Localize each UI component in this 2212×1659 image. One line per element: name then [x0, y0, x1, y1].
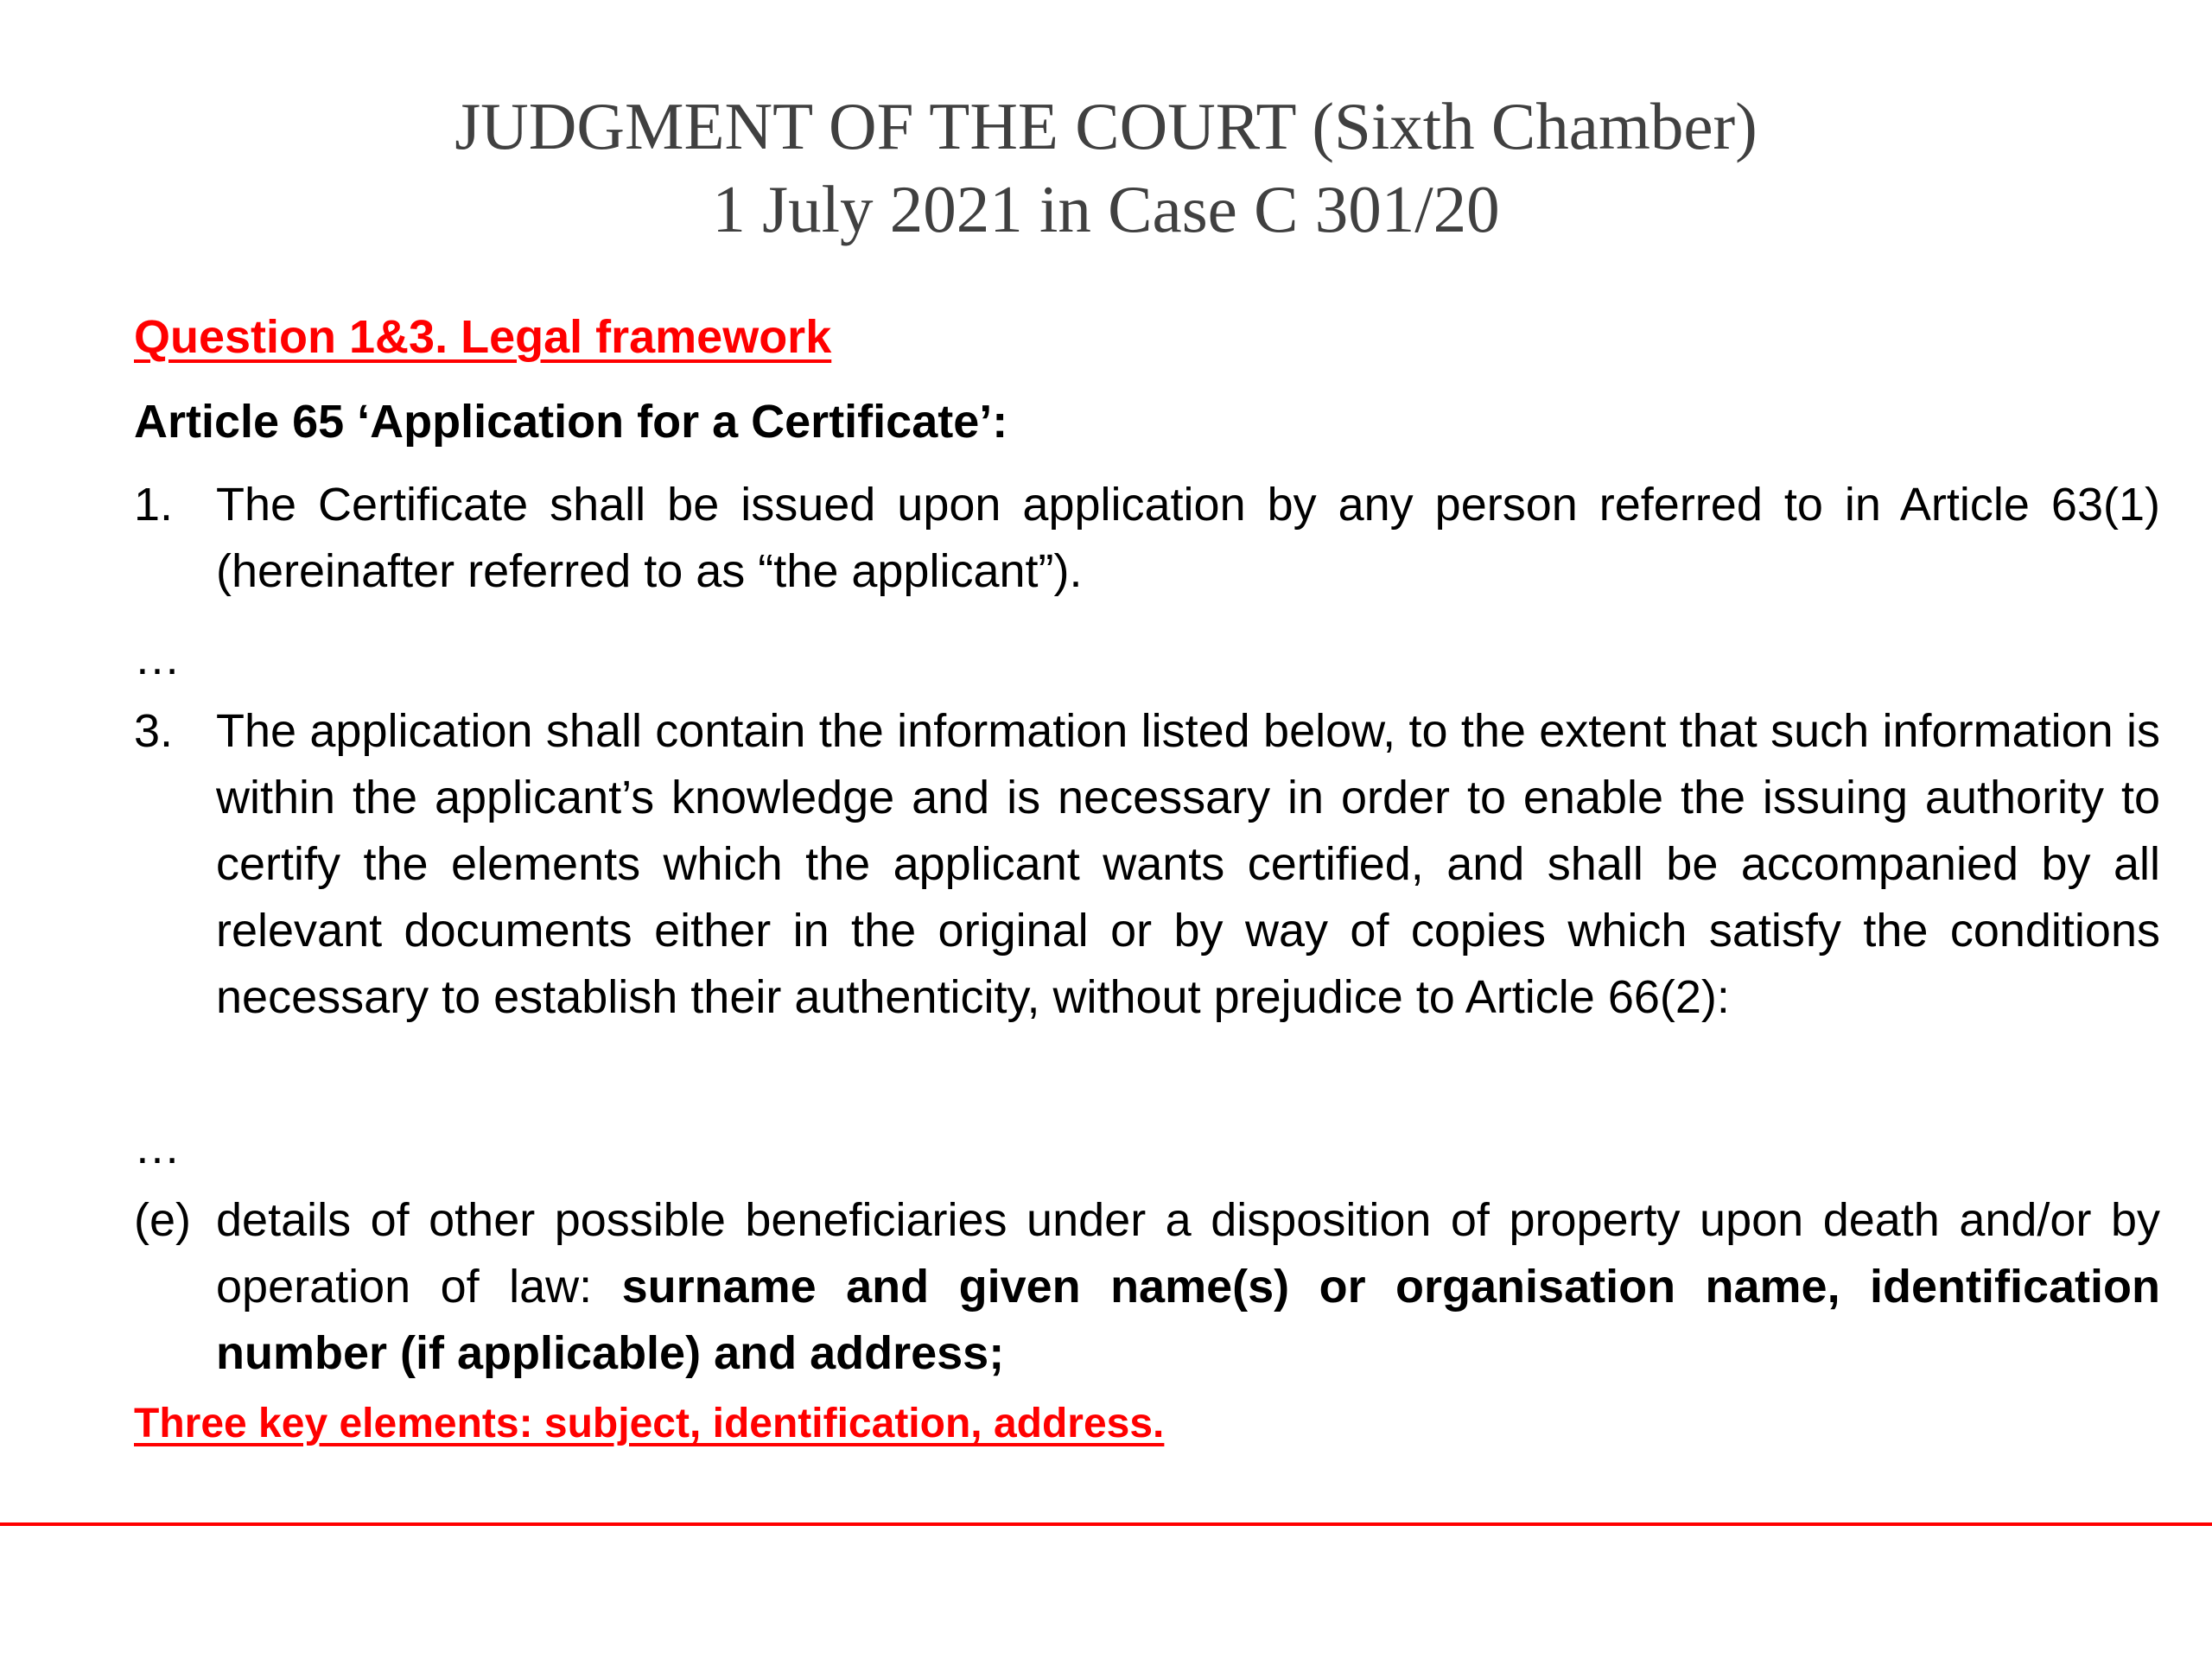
item-number: (e) [134, 1194, 191, 1246]
paragraph-item-1 [134, 472, 2160, 605]
section-heading: Question 1&3. Legal framework [134, 311, 832, 363]
paragraph-item-e [134, 1187, 2160, 1387]
key-elements-note: Three key elements: subject, identification, address. [134, 1401, 1165, 1446]
item-text-bold: surname and given name(s) or organisation name, identification number (if applicable) and address; [216, 1261, 2161, 1379]
item-text: The Certificate shall be issued upon application by any person referred to in Article 63(1) (hereinafter referred to as “the applicant”). [216, 479, 2160, 597]
article-heading: Article 65 ‘Application for a Certificate’: [134, 396, 1008, 448]
ellipsis: … [134, 1122, 181, 1173]
item-number: 3. [134, 705, 174, 757]
page-subtitle: 1 July 2021 in Case C 301/20 [712, 172, 1500, 246]
ellipsis: … [134, 632, 181, 684]
bottom-divider [0, 1522, 2212, 1526]
item-number: 1. [134, 479, 174, 531]
item-text: The application shall contain the information listed below, to the extent that such information is within the applicant’s knowledge and is necessary in order to enable the issuing authority to certify the elements which the applicant wants certified, and shall be accompanied by all relevant documents either in the original or by way of copies which satisfy the conditions necessary to establish their authenticity, without prejudice to Article 66(2): [216, 705, 2160, 1023]
page-title: JUDGMENT OF THE COURT (Sixth Chamber) [454, 89, 1758, 163]
paragraph-item-3 [134, 698, 2160, 1031]
item-text: details of other possible beneficiaries under a disposition of property upon death and/or by operation of law: [216, 1194, 2160, 1313]
